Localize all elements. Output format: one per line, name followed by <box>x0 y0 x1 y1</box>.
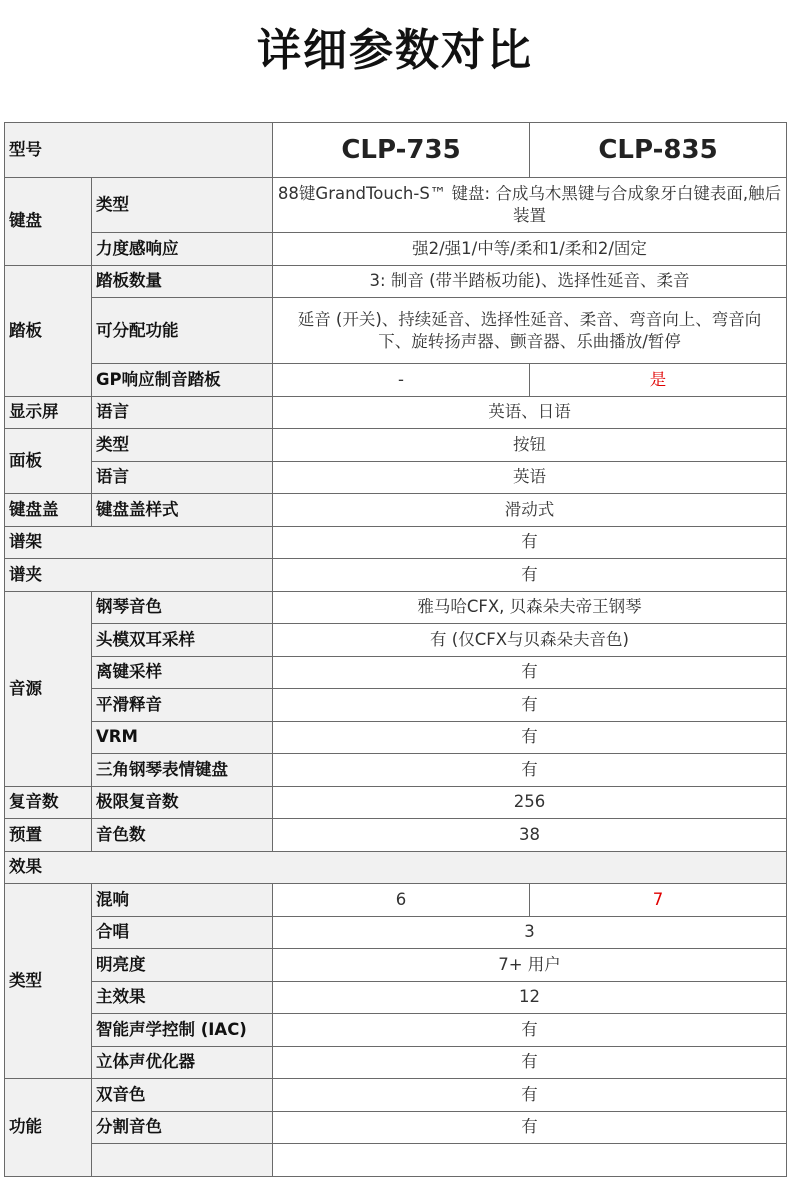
table-row <box>5 233 787 266</box>
table-row <box>5 461 787 494</box>
category-rack: 谱架 <box>5 526 273 559</box>
value-cell: 滑动式 <box>273 494 787 527</box>
table-row-section <box>5 851 787 884</box>
value-cell: 延音 (开关)、持续延音、选择性延音、柔音、弯音向上、弯音向下、旋转扬声器、颤音器、乐曲播放/暂停 <box>273 298 787 364</box>
value-cell: 有 <box>273 526 787 559</box>
table-row <box>5 721 787 754</box>
value-cell: 有 <box>273 721 787 754</box>
category-pedal: 踏板 <box>5 265 92 396</box>
table-row <box>5 949 787 982</box>
table-row <box>5 1079 787 1112</box>
value-cell: 有 <box>273 754 787 787</box>
table-row <box>5 1111 787 1144</box>
value-cell: 英语 <box>273 461 787 494</box>
value-cell-835: 是 <box>530 364 787 397</box>
table-row <box>5 819 787 852</box>
table-row <box>5 559 787 592</box>
sub-label: VRM <box>92 721 273 754</box>
model-clp-735: CLP-735 <box>273 123 530 178</box>
value-cell-835: 7 <box>530 884 787 917</box>
value-cell-735: 6 <box>273 884 530 917</box>
value-cell: 3 <box>273 916 787 949</box>
category-display: 显示屏 <box>5 396 92 429</box>
table-row <box>5 981 787 1014</box>
sub-label: 语言 <box>92 461 273 494</box>
table-row <box>5 656 787 689</box>
value-cell: 88键GrandTouch-S™ 键盘: 合成乌木黑键与合成象牙白键表面,触后装置 <box>273 178 787 233</box>
value-cell: 有 (仅CFX与贝森朵夫音色) <box>273 624 787 657</box>
value-cell <box>273 1144 787 1177</box>
sub-label: 立体声优化器 <box>92 1046 273 1079</box>
value-cell: 有 <box>273 559 787 592</box>
category-keyboard: 键盘 <box>5 178 92 266</box>
section-effects: 效果 <box>5 851 787 884</box>
sub-label: 智能声学控制 (IAC) <box>92 1014 273 1047</box>
table-row <box>5 884 787 917</box>
category-cover: 键盘盖 <box>5 494 92 527</box>
sub-label: 平滑释音 <box>92 689 273 722</box>
sub-label: 语言 <box>92 396 273 429</box>
value-cell: 雅马哈CFX, 贝森朵夫帝王钢琴 <box>273 591 787 624</box>
table-row <box>5 754 787 787</box>
value-cell: 英语、日语 <box>273 396 787 429</box>
table-row <box>5 624 787 657</box>
sub-label: 三角钢琴表情键盘 <box>92 754 273 787</box>
value-cell: 有 <box>273 1046 787 1079</box>
sub-label: 分割音色 <box>92 1111 273 1144</box>
value-cell: 12 <box>273 981 787 1014</box>
sub-label: 离键采样 <box>92 656 273 689</box>
sub-label: 键盘盖样式 <box>92 494 273 527</box>
page-title: 详细参数对比 <box>257 25 533 76</box>
sub-label: 类型 <box>92 178 273 233</box>
table-row <box>5 178 787 233</box>
sub-label <box>92 1144 273 1177</box>
sub-label: 类型 <box>92 429 273 462</box>
value-cell: 3: 制音 (带半踏板功能)、选择性延音、柔音 <box>273 265 787 298</box>
value-cell: 256 <box>273 786 787 819</box>
spec-table <box>4 122 787 1177</box>
table-row <box>5 364 787 397</box>
table-row-model <box>5 123 787 178</box>
table-row <box>5 786 787 819</box>
category-panel: 面板 <box>5 429 92 494</box>
category-tone: 音源 <box>5 591 92 786</box>
value-cell: 有 <box>273 1111 787 1144</box>
sub-label: 音色数 <box>92 819 273 852</box>
sub-label: 极限复音数 <box>92 786 273 819</box>
value-cell: 有 <box>273 689 787 722</box>
sub-label: GP响应制音踏板 <box>92 364 273 397</box>
table-row <box>5 1144 787 1177</box>
sub-label: 力度感响应 <box>92 233 273 266</box>
table-row <box>5 396 787 429</box>
table-row <box>5 429 787 462</box>
sub-label: 钢琴音色 <box>92 591 273 624</box>
sub-label: 可分配功能 <box>92 298 273 364</box>
table-row <box>5 591 787 624</box>
sub-label: 明亮度 <box>92 949 273 982</box>
value-cell: 强2/强1/中等/柔和1/柔和2/固定 <box>273 233 787 266</box>
sub-label: 头模双耳采样 <box>92 624 273 657</box>
category-polyphony: 复音数 <box>5 786 92 819</box>
value-cell: 有 <box>273 1079 787 1112</box>
sub-label: 双音色 <box>92 1079 273 1112</box>
sub-label: 踏板数量 <box>92 265 273 298</box>
sub-label: 合唱 <box>92 916 273 949</box>
category-preset: 预置 <box>5 819 92 852</box>
table-row <box>5 298 787 364</box>
table-row <box>5 1046 787 1079</box>
table-row <box>5 265 787 298</box>
model-label: 型号 <box>5 123 273 178</box>
value-cell: 有 <box>273 1014 787 1047</box>
category-functions: 功能 <box>5 1079 92 1177</box>
value-cell: 7+ 用户 <box>273 949 787 982</box>
value-cell: 有 <box>273 656 787 689</box>
table-row <box>5 916 787 949</box>
table-row <box>5 526 787 559</box>
value-cell: 38 <box>273 819 787 852</box>
table-row <box>5 494 787 527</box>
sub-label: 混响 <box>92 884 273 917</box>
value-cell-735: - <box>273 364 530 397</box>
table-row <box>5 1014 787 1047</box>
sub-label: 主效果 <box>92 981 273 1014</box>
category-clip: 谱夹 <box>5 559 273 592</box>
category-types: 类型 <box>5 884 92 1079</box>
table-row <box>5 689 787 722</box>
model-clp-835: CLP-835 <box>530 123 787 178</box>
value-cell: 按钮 <box>273 429 787 462</box>
